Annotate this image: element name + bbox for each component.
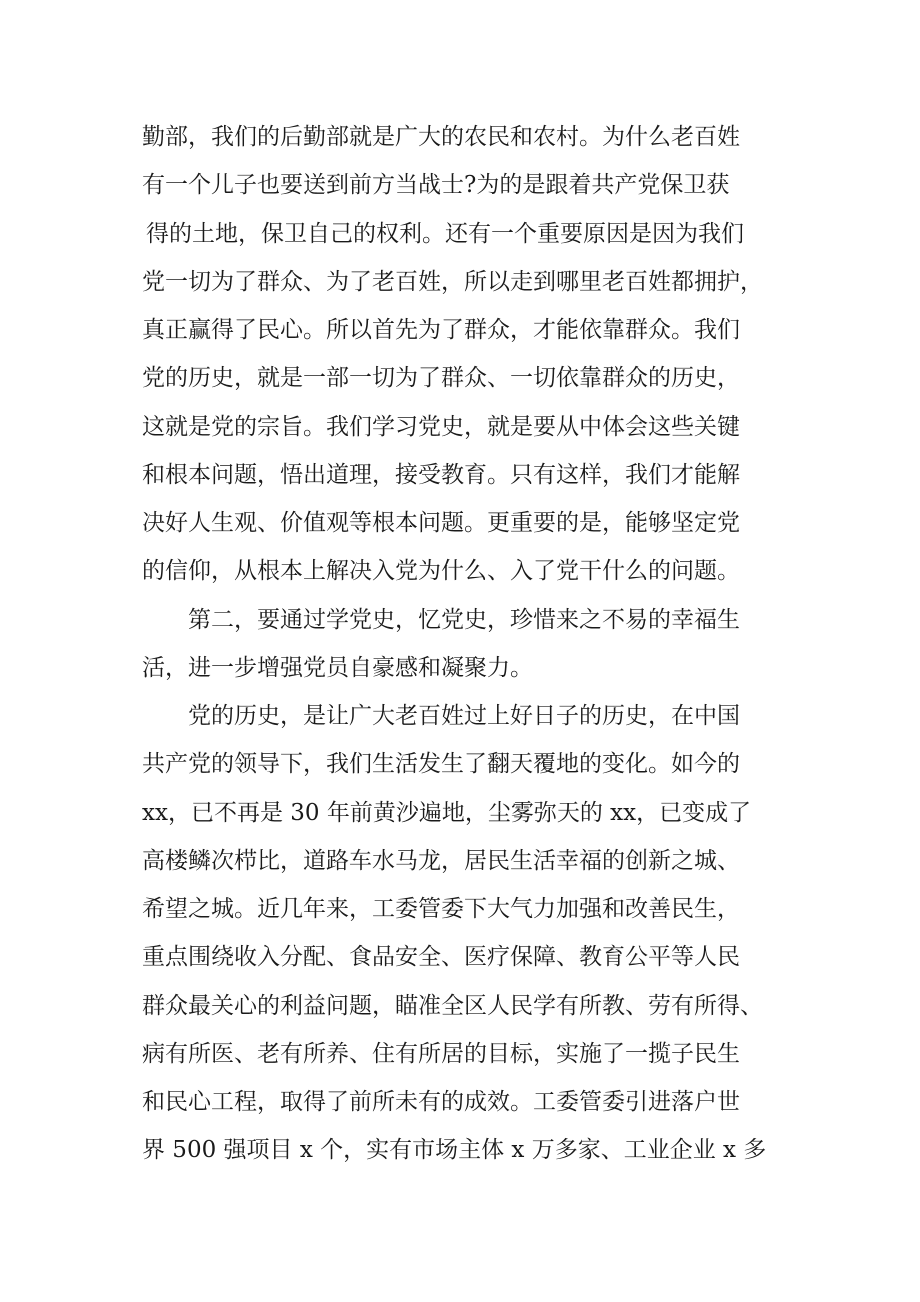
text-line: 这就是党的宗旨。我们学习党史，就是要从中体会这些关键 <box>142 413 740 440</box>
text-line: 有一个儿子也要送到前方当战士?为的是跟着共产党保卫获 <box>142 172 730 199</box>
text-line: 决好人生观、价值观等根本问题。更重要的是，能够坚定党 <box>142 510 740 536</box>
paragraph-start-line: 党的历史，是让广大老百姓过上好日子的历史，在中国 <box>188 703 740 729</box>
text-line: 高楼鳞次栉比，道路车水马龙，居民生活幸福的创新之城、 <box>142 847 740 874</box>
paragraph-start-line: 第二，要通过学党史，忆党史，珍惜来之不易的幸福生 <box>188 606 740 633</box>
text-line: 勤部，我们的后勤部就是广大的农民和农村。为什么老百姓 <box>142 124 740 150</box>
text-line: 界 500 强项目 x 个，实有市场主体 x 万多家、工业企业 x 多 <box>142 1137 767 1164</box>
text-line: 活，进一步增强党员自豪感和凝聚力。 <box>142 654 533 681</box>
text-line: 病有所医、老有所养、住有所居的目标，实施了一揽子民生 <box>142 1040 740 1067</box>
text-line: 党一切为了群众、为了老百姓，所以走到哪里老百姓都拥护， <box>142 268 763 295</box>
text-line: 重点围绕收入分配、食品安全、医疗保障、教育公平等人民 <box>142 944 740 971</box>
text-line: 和民心工程，取得了前所未有的成效。工委管委引进落户世 <box>142 1089 740 1115</box>
text-line: 党的历史，就是一部一切为了群众、一切依靠群众的历史， <box>142 365 740 392</box>
text-line: 得的土地，保卫自己的权利。还有一个重要原因是因为我们 <box>146 220 744 247</box>
body-text <box>142 113 802 1175</box>
text-line: 真正赢得了民心。所以首先为了群众，才能依靠群众。我们 <box>142 317 740 343</box>
text-line: xx，已不再是 30 年前黄沙遍地，尘雾弥天的 xx，已变成了 <box>142 799 752 826</box>
text-line: 希望之城。近几年来，工委管委下大气力加强和改善民生， <box>142 896 740 922</box>
text-line: 共产党的领导下，我们生活发生了翻天覆地的变化。如今的 <box>142 751 740 778</box>
text-line: 群众最关心的利益问题，瞄准全区人民学有所教、劳有所得、 <box>142 992 763 1019</box>
text-line: 和根本问题，悟出道理，接受教育。只有这样，我们才能解 <box>142 461 740 488</box>
text-line: 的信仰，从根本上解决入党为什么、入了党干什么的问题。 <box>142 558 740 585</box>
